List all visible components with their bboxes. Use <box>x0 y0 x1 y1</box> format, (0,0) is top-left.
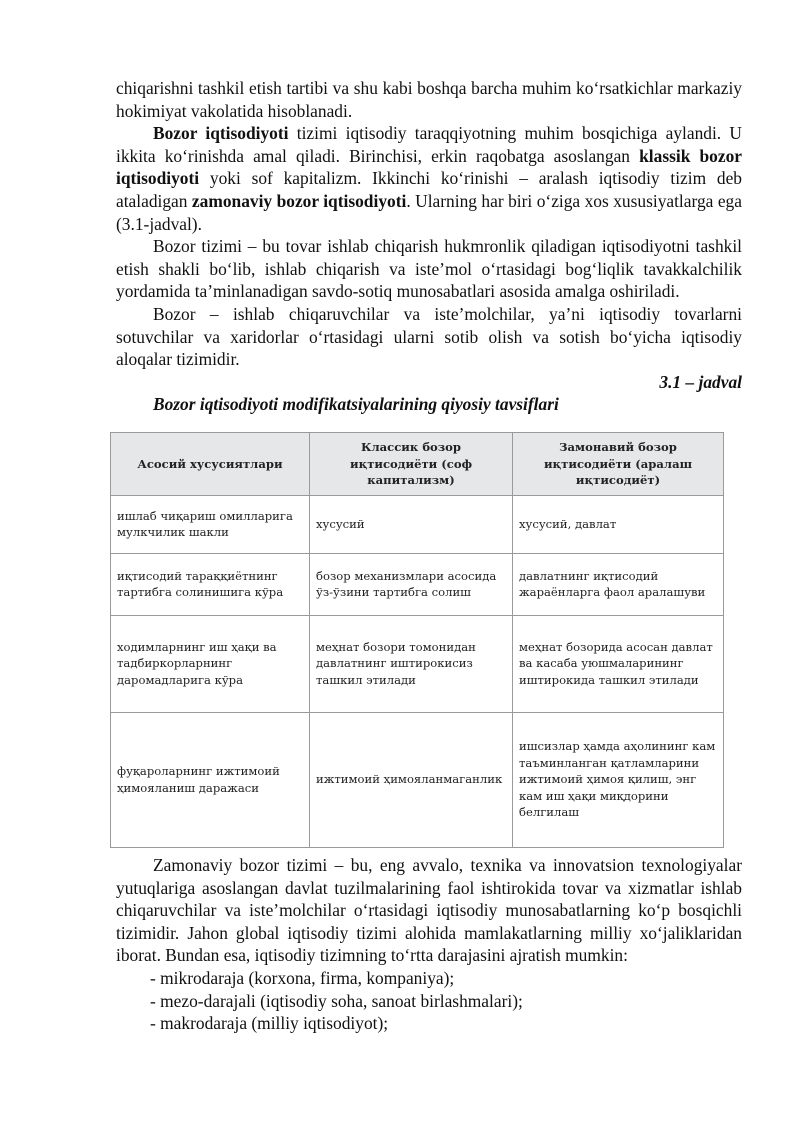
bold-term: klassik bozor iqtisodiyoti <box>116 145 742 189</box>
list-item: - mezo-darajali (iqtisodiy soha, sanoat birlashmalari); <box>150 990 523 1011</box>
paragraph-modern-market: Zamonaviy bozor tizimi – bu, eng avvalo, texnika va innovatsion texnologiyalar yutuqlariga asoslangan davlat tuzilmalarining faol ishtirokida tovar va xizmatlar ishlab chiqaruvchilar va iste’molchilar o‘rtasidagi iqtisodiy munosabatlarning ko‘p bosqichli tizimidir. Jahon global iqtisodiy tizimi alohida mamlakatlarning milliy xo‘jaliklaridan iborat. Bundan esa, iqtisodiy tizimning to‘rtta darajasini ajratish mumkin: <box>116 855 742 966</box>
table-header-cell: Классик бозор иқтисодиёти (соф капитализм) <box>310 433 513 496</box>
comparison-table <box>110 432 724 848</box>
table-cell: иқтисодий тараққиётнинг тартибга солинишига кўра <box>111 553 310 615</box>
table-cell: ишсизлар ҳамда аҳолининг кам таъминланган қатламларини ижтимоий ҳимоя қилиш, энг кам иш ҳақи миқдорини белгилаш <box>513 712 724 847</box>
upper-text <box>116 77 742 416</box>
table-row <box>111 553 724 615</box>
paragraph-market-system: Bozor tizimi – bu tovar ishlab chiqarish hukmronlik qiladigan iqtisodiyotni tashkil etish shakli bo‘lib, ishlab chiqarish va iste’mol o‘rtasidagi bog‘liqlik tavakkalchilik yordamida ta’minlanadigan savdo-sotiq munosabatlari asosida amalga oshiriladi. <box>116 236 742 302</box>
table-header-cell: Асосий хусусиятлари <box>111 433 310 496</box>
table-row <box>111 615 724 712</box>
paragraph-market-definition: Bozor – ishlab chiqaruvchilar va iste’molchilar, ya’ni iqtisodiy tovarlarni sotuvchilar va xaridorlar o‘rtasidagi ularni sotib olish va sotish bo‘yicha iqtisodiy aloqalar tizimidir. <box>116 303 742 370</box>
table-cell: хусусий, давлат <box>513 495 724 553</box>
table-header-cell: Замонавий бозор иқтисодиёти (аралаш иқтисодиёт) <box>513 433 724 496</box>
table-cell: меҳнат бозорида асосан давлат ва касаба уюшмаларининг иштирокида ташкил этилади <box>513 615 724 712</box>
table-cell: фуқароларнинг ижтимоий ҳимояланиш даражаси <box>111 712 310 847</box>
table-cell: давлатнинг иқтисодий жараёнларга фаол аралашуви <box>513 553 724 615</box>
table-cell: бозор механизмлари асосида ўз-ўзини тартибга солиш <box>310 553 513 615</box>
table-number: 3.1 – jadval <box>659 371 742 392</box>
table-cell: хусусий <box>310 495 513 553</box>
list-item: - mikrodaraja (korxona, firma, kompaniya); <box>150 967 455 988</box>
table-title: Bozor iqtisodiyoti modifikatsiyalarining qiyosiy tavsiflari <box>153 394 559 415</box>
table-cell: ишлаб чиқариш омилларига мулкчилик шакли <box>111 495 310 553</box>
table-header-row <box>111 433 724 496</box>
table-cell: ходимларнинг иш ҳақи ва тадбиркорларнинг даромадларига кўра <box>111 615 310 712</box>
bold-term: zamonaviy bozor iqtisodiyoti <box>191 190 407 211</box>
paragraph-market-economy: Bozor iqtisodiyoti tizimi iqtisodiy taraqqiyotning muhim bosqichiga aylandi. U ikkita ko‘rinishda amal qiladi. Birinchisi, erkin raqobatga asoslangan klassik bozor iqtisodiyoti yoki sof kapitalizm. Ikkinchi ko‘rinishi – aralash iqtisodiy tizim deb ataladigan zamonaviy bozor iqtisodiyoti. Ularning har biri o‘ziga xos xususiyatlarga ega (3.1-jadval). <box>116 123 742 234</box>
list-item: - makrodaraja (milliy iqtisodiyot); <box>150 1013 389 1034</box>
lower-text <box>116 854 742 1035</box>
table-cell: меҳнат бозори томонидан давлатнинг иштирокисиз ташкил этилади <box>310 615 513 712</box>
table-row <box>111 712 724 847</box>
bold-term: Bozor iqtisodiyoti <box>153 123 289 144</box>
paragraph-continuation: chiqarishni tashkil etish tartibi va shu kabi boshqa barcha muhim ko‘rsatkichlar markaziy hokimiyat vakolatida hisoblanadi. <box>116 78 742 121</box>
table-row <box>111 495 724 553</box>
table-cell: ижтимоий ҳимояланмаганлик <box>310 712 513 847</box>
